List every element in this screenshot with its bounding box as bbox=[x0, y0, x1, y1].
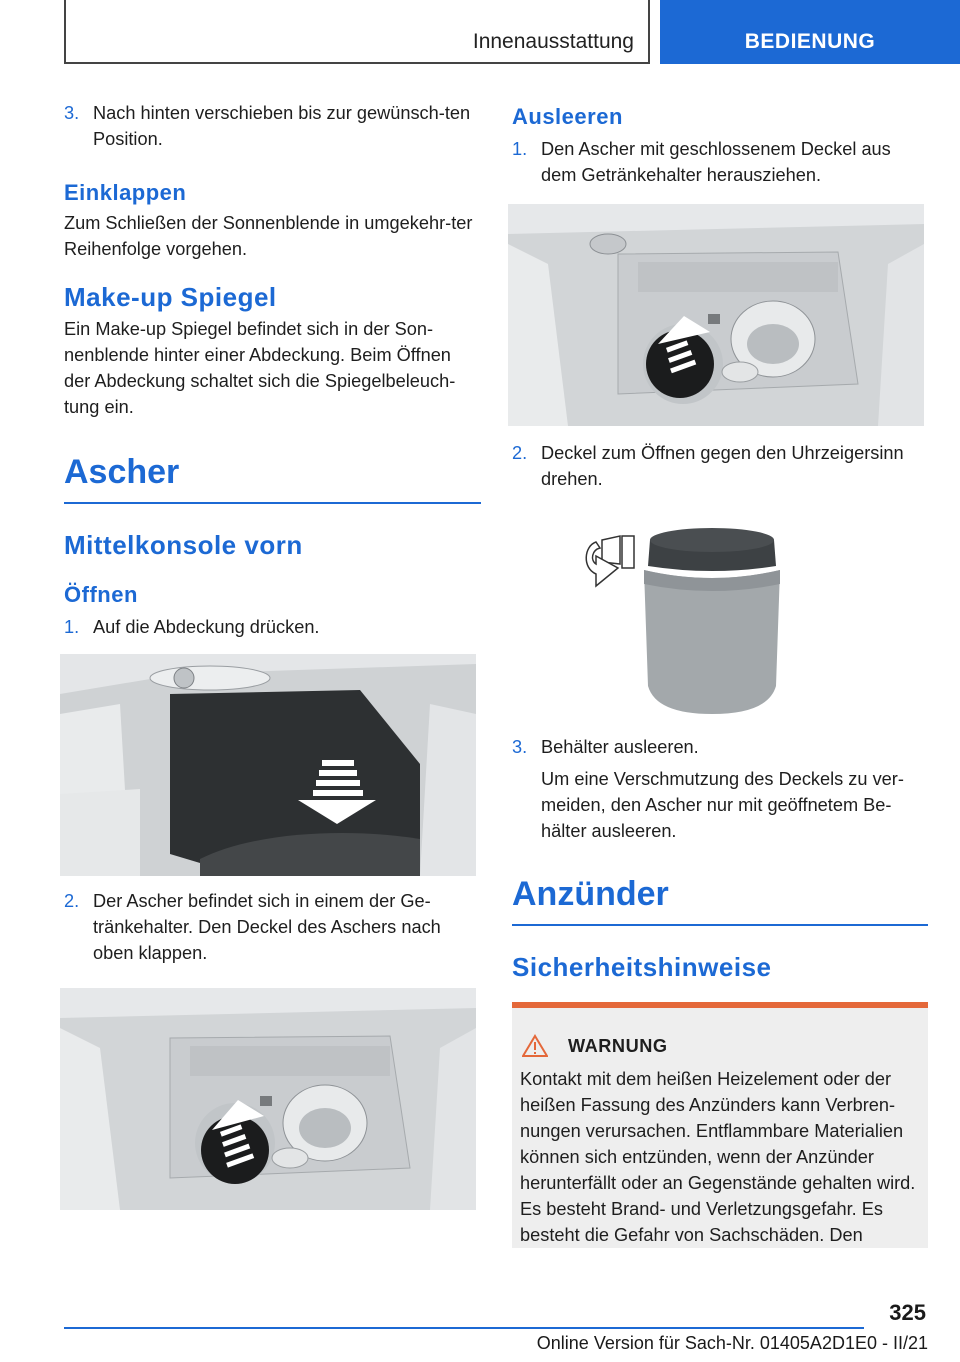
heading-mittelkonsole: Mittelkonsole vorn bbox=[64, 530, 303, 560]
heading-anzuender: Anzünder bbox=[512, 875, 669, 913]
photo-pull-out bbox=[508, 204, 924, 426]
heading-ausleeren: Ausleeren bbox=[512, 104, 623, 129]
step-2-oeffnen bbox=[64, 888, 481, 966]
step-text: Der Ascher befindet sich in einem der Ge-tränkehalter. Den Deckel des Aschers nach oben klappen. bbox=[93, 891, 441, 963]
footer-rule bbox=[64, 1327, 864, 1329]
warning-triangle-icon bbox=[522, 1034, 548, 1058]
step-number: 1. bbox=[512, 139, 528, 159]
rotate-arrow-icon bbox=[586, 536, 634, 586]
step-3-position bbox=[64, 100, 481, 152]
footer-version: Online Version für Sach-Nr. 01405A2D1E0 - II/21 bbox=[536, 1333, 928, 1353]
step-text: Deckel zum Öffnen gegen den Uhrzeigersinn drehen. bbox=[541, 443, 904, 489]
heading-makeup-spiegel: Make-up Spiegel bbox=[64, 282, 277, 312]
step-2-ausleeren bbox=[512, 440, 928, 492]
step-number: 2. bbox=[512, 443, 528, 463]
paragraph-einklappen: Zum Schließen der Sonnenblende in umgekehr-ter Reihenfolge vorgehen. bbox=[64, 213, 473, 259]
step-3-note: Um eine Verschmutzung des Deckels zu ver-meiden, den Ascher nur mit geöffnetem Be-hälter ausleeren. bbox=[541, 769, 904, 841]
warning-box bbox=[512, 1002, 928, 1248]
step-text: Auf die Abdeckung drücken. bbox=[93, 617, 320, 637]
header-chapter-tab bbox=[660, 0, 960, 64]
heading-oeffnen: Öffnen bbox=[64, 582, 138, 607]
header-chapter-label: BEDIENUNG bbox=[744, 30, 876, 53]
illustration-rotate-lid bbox=[512, 516, 928, 716]
step-3-ausleeren bbox=[512, 734, 928, 760]
step-number: 1. bbox=[64, 617, 80, 637]
header-section-tab bbox=[64, 0, 650, 64]
step-text: Nach hinten verschieben bis zur gewünsch-ten Position. bbox=[93, 103, 471, 149]
heading-rule bbox=[512, 924, 928, 926]
step-number: 3. bbox=[512, 737, 528, 757]
warning-text: Kontakt mit dem heißen Heizelement oder der heißen Fassung des Anzünders kann Verbren-nungen verursachen. Entflammbare Materialien können sich entzünden, wenn der Anzünder herunterfällt oder an Gegenstände gehalten wird. Es besteht Brand- und Verletzungsgefahr. Es besteht die Gefahr von Sachschäden. Den bbox=[520, 1069, 916, 1245]
heading-rule bbox=[64, 502, 481, 504]
paragraph-makeup-spiegel: Ein Make-up Spiegel befindet sich in der Son-nenblende hinter einer Abdeckung. Beim Öffnen der Abdeckung schaltet sich die Spiegelbeleuch-tung ein. bbox=[64, 319, 456, 417]
heading-ascher: Ascher bbox=[64, 453, 180, 491]
warning-label: WARNUNG bbox=[568, 1035, 668, 1056]
header-section-label: Innenausstattung bbox=[472, 30, 634, 53]
step-1-ausleeren bbox=[512, 136, 928, 188]
left-column bbox=[64, 100, 481, 1210]
heading-sicherheitshinweise: Sicherheitshinweise bbox=[512, 952, 772, 982]
photo-flip-lid bbox=[60, 988, 476, 1210]
page-number: 325 bbox=[889, 1300, 926, 1325]
photo-press-cover bbox=[60, 654, 476, 876]
step-number: 2. bbox=[64, 891, 80, 911]
step-number: 3. bbox=[64, 103, 80, 123]
warning-header bbox=[512, 1008, 928, 1060]
step-text: Den Ascher mit geschlossenem Deckel aus dem Getränkehalter herausziehen. bbox=[541, 139, 891, 185]
heading-einklappen: Einklappen bbox=[64, 180, 187, 205]
right-column bbox=[512, 100, 928, 1248]
step-text: Behälter ausleeren. bbox=[541, 737, 699, 757]
step-1-oeffnen bbox=[64, 614, 481, 640]
